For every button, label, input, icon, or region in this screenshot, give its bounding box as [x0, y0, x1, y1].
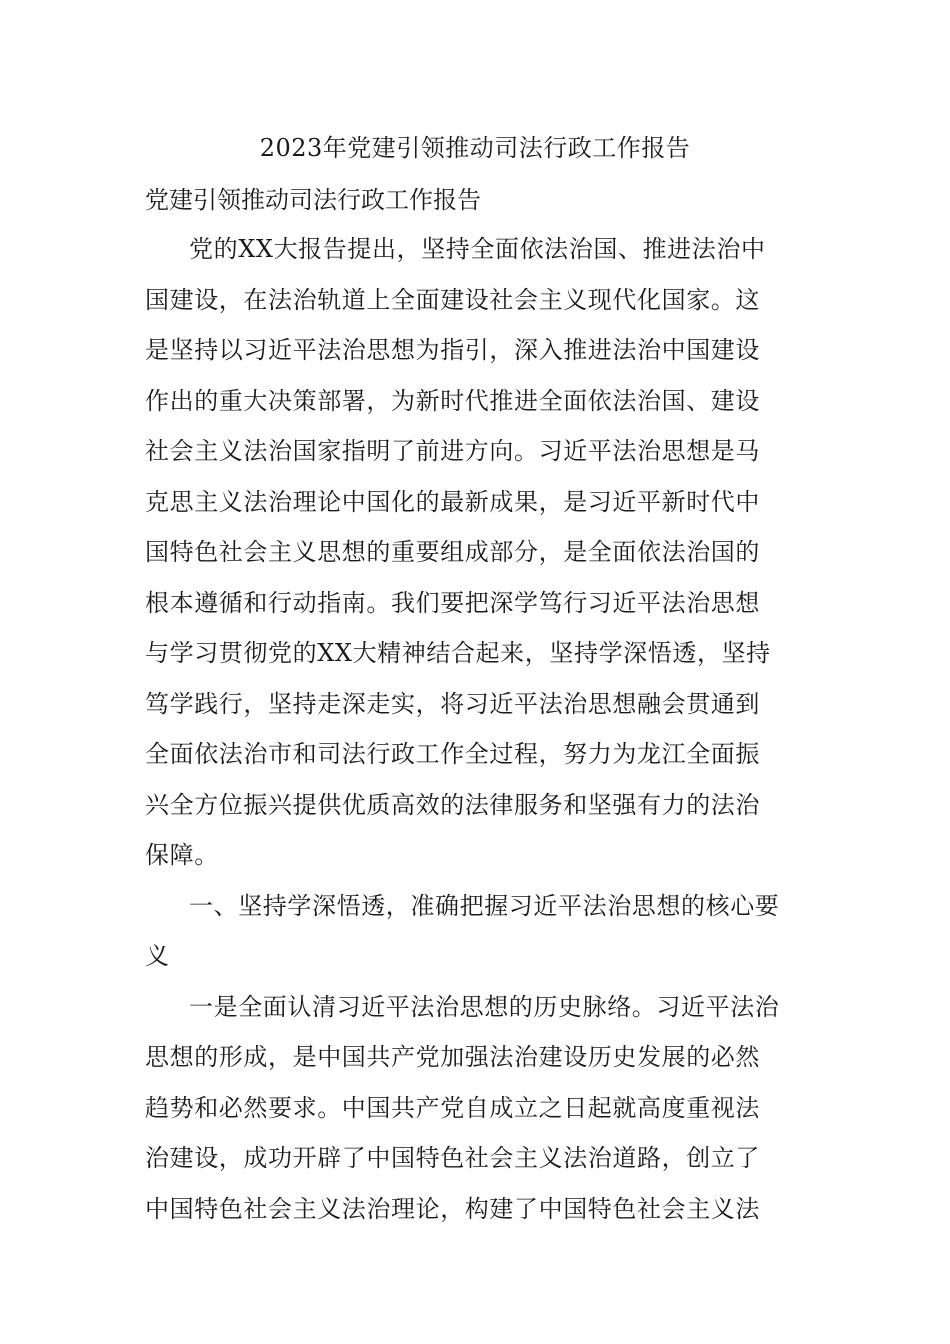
text-line: 根本遵循和行动指南。我们要把深学笃行习近平法治思想 — [145, 588, 760, 617]
document-title: 2023年党建引领推动司法行政工作报告 — [259, 134, 691, 162]
text-line: 思想的形成，是中国共产党加强法治建设历史发展的必然 — [145, 1043, 760, 1071]
text-line: 保障。 — [145, 841, 219, 869]
text-line: 作出的重大决策部署，为新时代推进全面依法治国、建设 — [145, 386, 760, 415]
text-line: 一是全面认清习近平法治思想的历史脉络。习近平法治 — [189, 992, 780, 1021]
text-line: 国建设，在法治轨道上全面建设社会主义现代化国家。这 — [145, 285, 760, 314]
text-line: 兴全方位振兴提供优质高效的法律服务和坚强有力的法治 — [145, 790, 760, 819]
text-line: 趋势和必然要求。中国共产党自成立之日起就高度重视法 — [145, 1093, 760, 1122]
text-line: 义 — [145, 942, 170, 970]
text-line: 克思主义法治理论中国化的最新成果，是习近平新时代中 — [145, 487, 760, 516]
text-line: 中国特色社会主义法治理论，构建了中国特色社会主义法 — [145, 1194, 760, 1223]
text-line: 党的XX大报告提出，坚持全面依法治国、推进法治中 — [189, 235, 766, 263]
section-heading: 一、坚持学深悟透，准确把握习近平法治思想的核心要 — [189, 891, 780, 920]
text-line: 治建设，成功开辟了中国特色社会主义法治道路，创立了 — [145, 1144, 760, 1172]
text-line: 国特色社会主义思想的重要组成部分，是全面依法治国的 — [145, 538, 760, 566]
text-line: 是坚持以习近平法治思想为指引，深入推进法治中国建设 — [145, 336, 760, 364]
text-line: 全面依法治市和司法行政工作全过程，努力为龙江全面振 — [145, 740, 760, 768]
document-subtitle: 党建引领推动司法行政工作报告 — [145, 186, 481, 214]
text-line: 社会主义法治国家指明了前进方向。习近平法治思想是马 — [145, 437, 760, 465]
body-text — [145, 224, 825, 1234]
text-line: 笃学践行，坚持走深走实，将习近平法治思想融会贯通到 — [145, 689, 760, 718]
text-line: 与学习贯彻党的XX大精神结合起来，坚持学深悟透，坚持 — [145, 639, 771, 667]
